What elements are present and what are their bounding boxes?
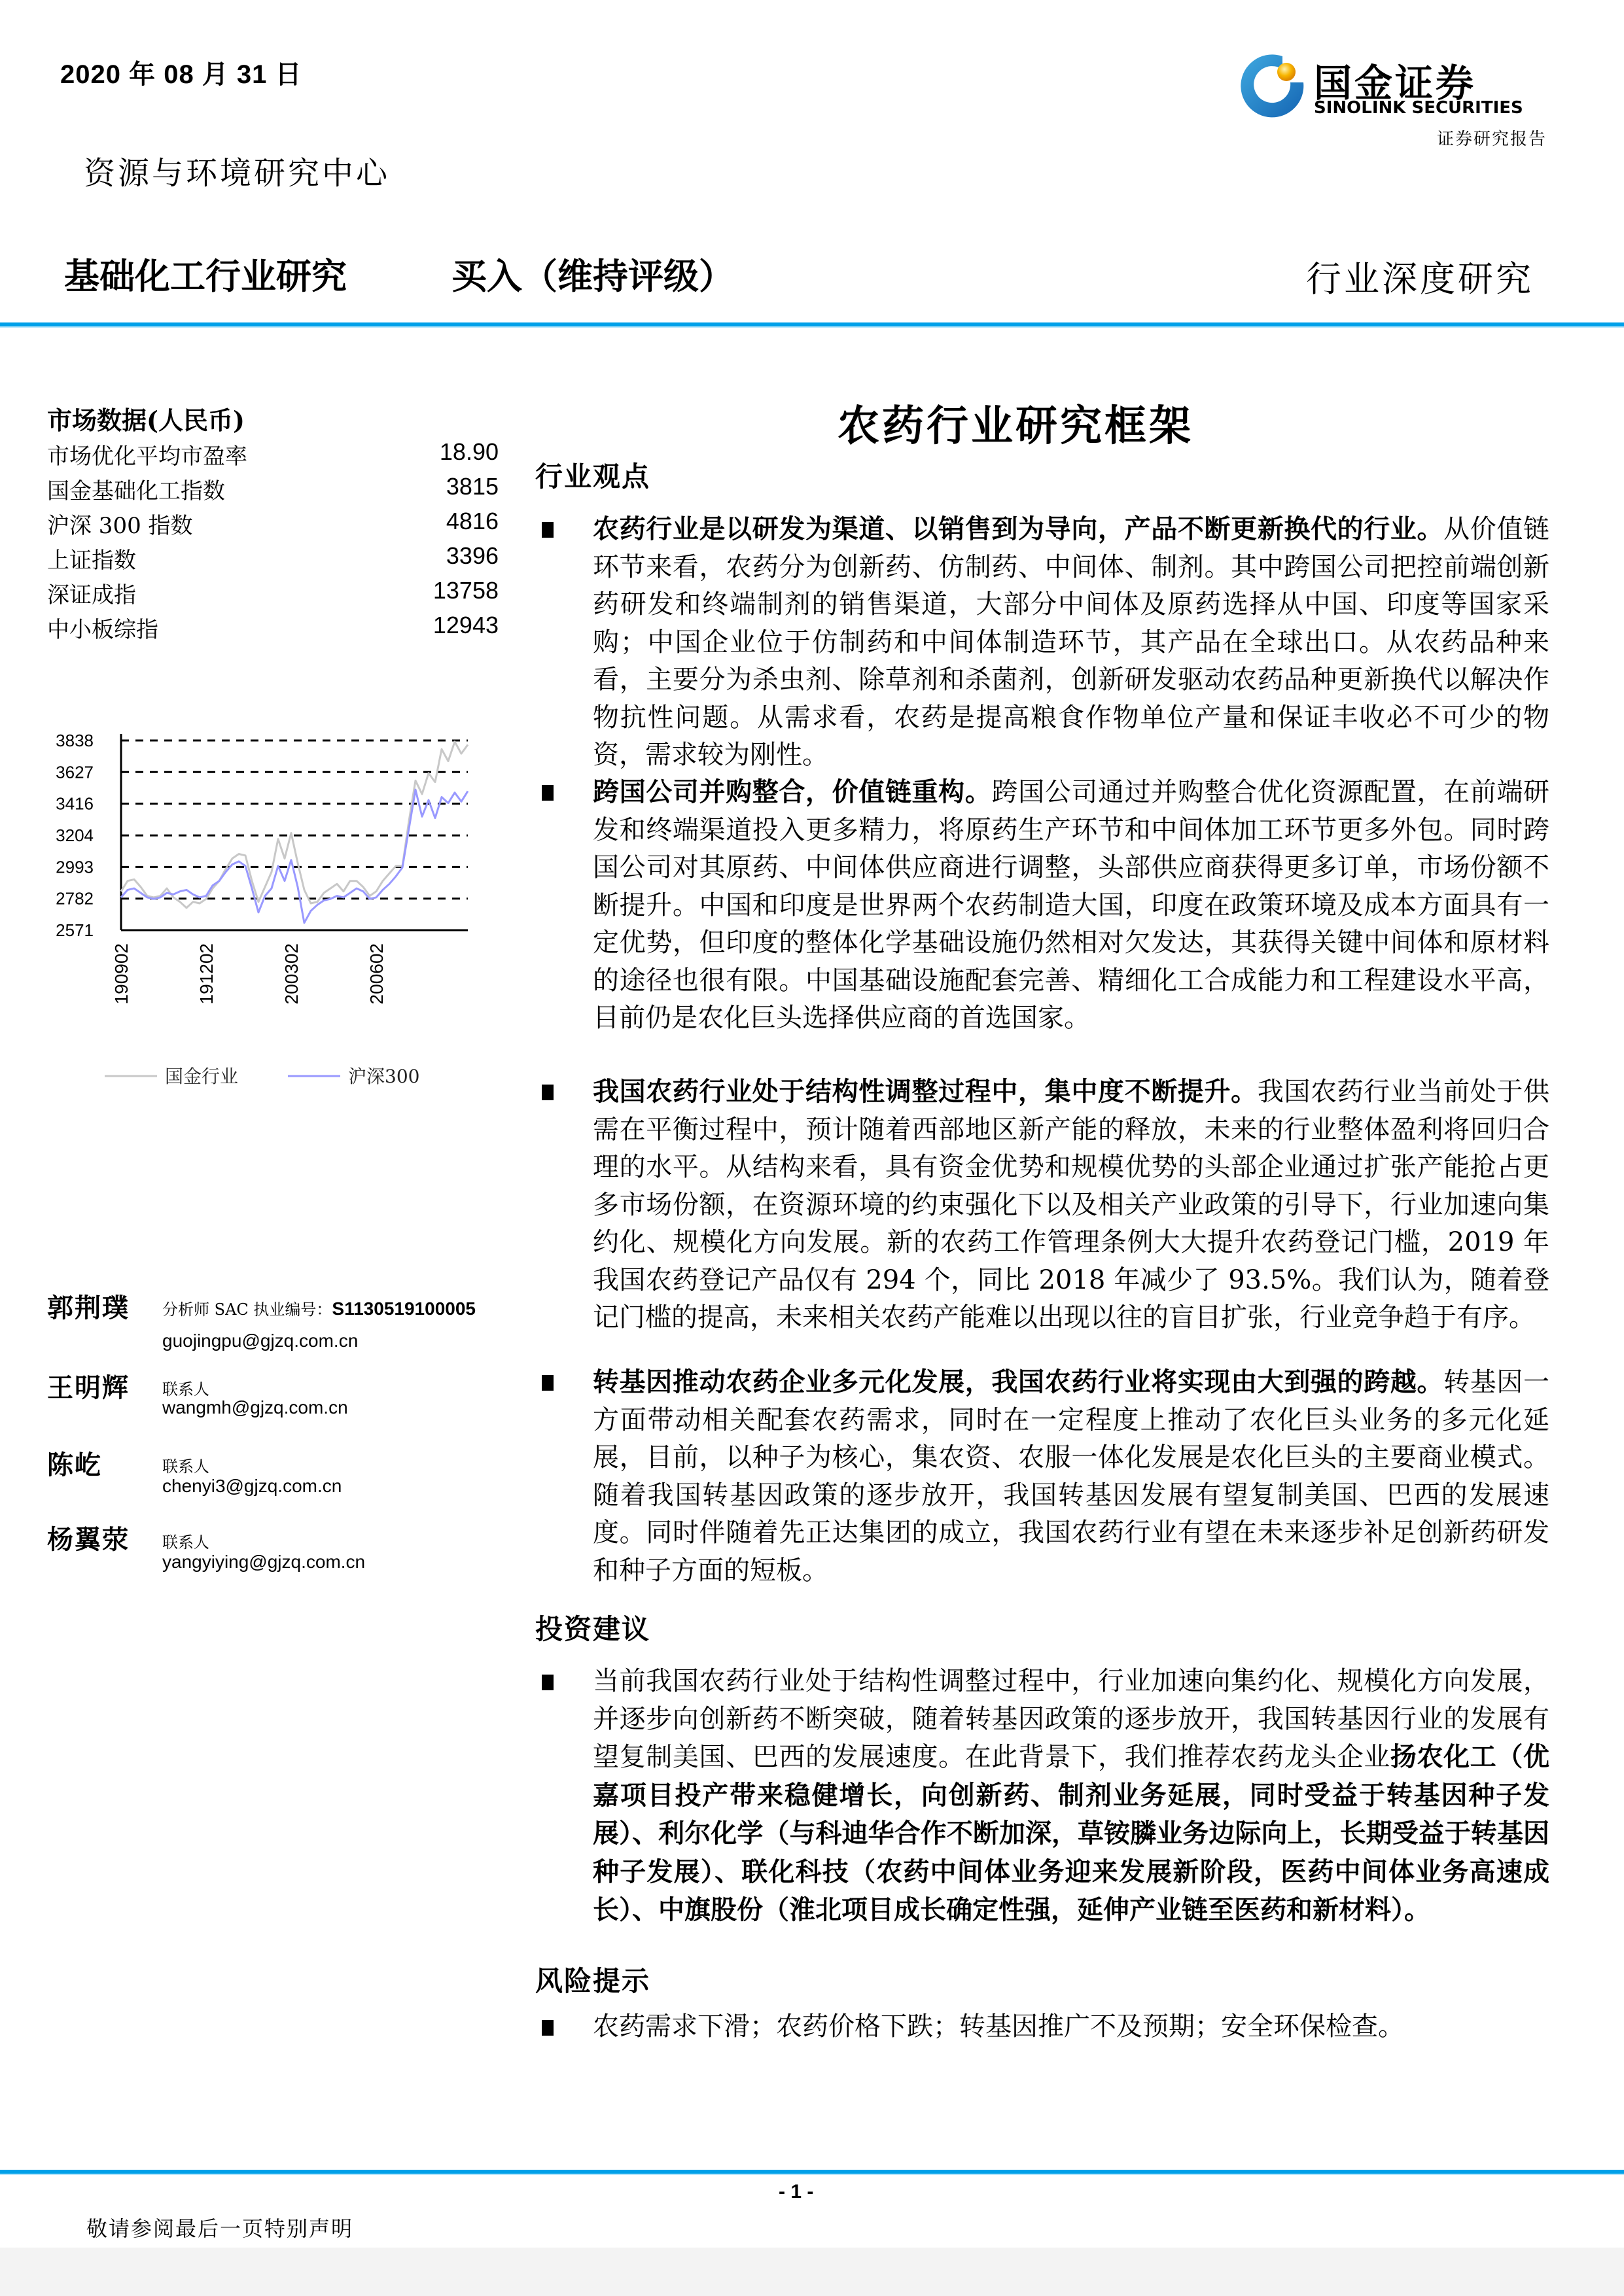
analyst-name: 郭荆璞 [47, 1293, 130, 1323]
view-paragraph [542, 510, 1549, 774]
view-paragraph [542, 1363, 1549, 1590]
footer-divider-light [0, 2174, 1624, 2175]
y-tick-label: 2782 [56, 888, 94, 909]
view-body: 从价值链环节来看，农药分为创新药、仿制药、中间体、制剂。其中跨国公司把控前端创新药研发和终端制剂的销售渠道，大部分中间体及原药选择从中国、印度等国家采购；中国企业位于仿制药和中间体制造环节，其产品在全球出口。从农药品种来看，主要分为杀虫剂、除草剂和杀菌剂，创新研发驱动农药品种更新换代以解决作物抗性问题。从需求看，农药是提高粮食作物单位产量和保证丰收必不可少的物资，需求较为刚性。 [593, 514, 1550, 770]
logo-english-name: SINOLINK SECURITIES [1314, 98, 1523, 118]
analyst-role-label: 分析师 SAC 执业编号： [162, 1300, 332, 1319]
footer-band [0, 2248, 1624, 2296]
market-data-row [47, 542, 499, 576]
section-heading-views: 行业观点 [535, 461, 651, 493]
market-data-label: 市场优化平均市盈率 [47, 444, 247, 470]
market-data-value: 4816 [446, 508, 499, 534]
market-data-value: 3815 [446, 473, 499, 500]
invest-paragraph [542, 1663, 1549, 1930]
section-heading-invest: 投资建议 [535, 1613, 651, 1645]
analyst-name: 陈屹 [47, 1450, 102, 1480]
research-center: 资源与环境研究中心 [84, 155, 391, 192]
analyst-role: 联系人 [162, 1533, 209, 1552]
analyst-name: 王明辉 [47, 1372, 130, 1403]
analyst-email[interactable]: yangyiying@gjzq.com.cn [162, 1552, 366, 1572]
logo-mark-icon [1237, 51, 1309, 123]
series-line-hs300 [121, 790, 468, 923]
report-date: 2020 年 08 月 31 日 [60, 60, 302, 89]
analyst-email[interactable]: chenyi3@gjzq.com.cn [162, 1476, 342, 1496]
legend-label: 国金行业 [165, 1066, 239, 1087]
sector-title: 基础化工行业研究 [64, 256, 347, 297]
market-data-row [47, 438, 499, 472]
risk-paragraph [542, 2008, 1549, 2046]
analyst-role [162, 1296, 476, 1319]
market-data-row [47, 577, 499, 611]
view-lead: 转基因推动农药企业多元化发展，我国农药行业将实现由大到强的跨越。 [593, 1366, 1444, 1397]
index-comparison-chart [39, 713, 497, 1105]
view-body: 我国农药行业当前处于供需在平衡过程中，预计随着西部地区新产能的释放，未来的行业整体盈利将回归合理的水平。从结构来看，具有资金优势和规模优势的头部企业通过扩张产能抢占更多市场份额，在资源环境的约束强化下以及相关产业政策的引导下，行业加速向集约化、规模化方向发展。新的农药工作管理条例大大提升农药登记门槛，2019 年我国农药登记产品仅有 294 个，同比 2018 年减少了 93.5%。我们认为，随着登记门槛的提高，未来相关农药产能难以出现以往的盲目扩张，行业竞争趋于有序。 [593, 1077, 1550, 1332]
view-paragraph [542, 773, 1549, 1037]
report-type: 行业深度研究 [1306, 258, 1534, 300]
bullet-square-icon [542, 1085, 554, 1100]
view-paragraph [542, 1073, 1549, 1337]
analyst-email[interactable]: guojingpu@gjzq.com.cn [162, 1331, 359, 1351]
view-lead: 我国农药行业处于结构性调整过程中，集中度不断提升。 [593, 1076, 1258, 1107]
market-data-value: 13758 [432, 577, 499, 604]
market-data-row [47, 473, 499, 507]
bullet-square-icon [542, 522, 554, 538]
bullet-square-icon [542, 1375, 554, 1391]
disclaimer: 敬请参阅最后一页特别声明 [86, 2216, 354, 2241]
market-data-value: 12943 [432, 612, 499, 638]
bullet-square-icon [542, 2020, 554, 2036]
market-data-title: 市场数据(人民币) [47, 406, 245, 435]
rating: 买入（维持评级） [451, 256, 734, 297]
invest-recommendations: 扬农化工（优嘉项目投产带来稳健增长，向创新药、制剂业务延展，同时受益于转基因种子发展）、利尔化学（与科迪华合作不断加深，草铵膦业务边际向上，长期受益于转基因种子发展）、联化科技（农药中间体业务迎来发展新阶段，医药中间体业务高速成长）、中旗股份（淮北项目成长确定性强，延伸产业链至医药和新材料）。 [593, 1741, 1550, 1925]
y-tick-label: 3838 [56, 731, 94, 750]
logo-chinese-name: 国金证券 [1314, 61, 1477, 105]
page-number: - 1 - [779, 2181, 814, 2202]
x-tick-label: 191202 [196, 943, 217, 1005]
market-data-label: 上证指数 [47, 548, 136, 574]
analyst-role: 联系人 [162, 1457, 209, 1476]
bullet-square-icon [542, 1675, 554, 1690]
y-tick-label: 2571 [56, 920, 94, 940]
invest-body: 当前我国农药行业处于结构性调整过程中，行业加速向集约化、规模化方向发展，并逐步向创新药不断突破，随着转基因政策的逐步放开，我国转基因行业的发展有望复制美国、巴西的发展速度。在此背景下，我们推荐农药龙头企业 [593, 1666, 1549, 1772]
y-tick-label: 3416 [56, 793, 94, 814]
market-data-label: 中小板综指 [47, 617, 158, 643]
y-tick-label: 2993 [56, 857, 94, 877]
legend-label: 沪深300 [348, 1066, 420, 1087]
view-lead: 农药行业是以研发为渠道、以销售到为导向，产品不断更新换代的行业。 [593, 513, 1444, 544]
analyst-name: 杨翼荥 [47, 1524, 130, 1555]
market-data-label: 深证成指 [47, 582, 136, 608]
market-data-row [47, 508, 499, 542]
analyst-cert: S1130519100005 [332, 1298, 476, 1319]
view-body: 转基因一方面带动相关配套农药需求，同时在一定程度上推动了农化巨头业务的多元化延展，目前，以种子为核心，集农资、农服一体化发展是农化巨头的主要商业模式。随着我国转基因政策的逐步放开，我国转基因发展有望复制美国、巴西的发展速度。同时伴随着先正达集团的成立，我国农药行业有望在未来逐步补足创新药研发和种子方面的短板。 [593, 1367, 1550, 1586]
analyst-email[interactable]: wangmh@gjzq.com.cn [162, 1397, 348, 1418]
y-tick-label: 3204 [56, 826, 94, 846]
company-logo [1237, 51, 1544, 123]
view-lead: 跨国公司并购整合，价值链重构。 [593, 776, 992, 807]
bullet-square-icon [542, 785, 554, 801]
x-tick-label: 190902 [111, 943, 132, 1005]
risk-body: 农药需求下滑；农药价格下跌；转基因推广不及预期；安全环保检查。 [593, 2011, 1404, 2042]
logo-subtitle: 证券研究报告 [1436, 130, 1547, 149]
market-data-label: 国金基础化工指数 [47, 478, 225, 504]
series-line-industry [121, 742, 468, 908]
view-body: 跨国公司通过并购整合优化资源配置，在前端研发和终端渠道投入更多精力，将原药生产环节和中间体加工环节更多外包。同时跨国公司对其原药、中间体供应商进行调整，头部供应商获得更多订单，市场份额不断提升。中国和印度是世界两个农药制造大国，印度在政策环境及成本方面具有一定优势，但印度的整体化学基础设施仍然相对欠发达，其获得关键中间体和原材料的途径也很有限。中国基础设施配套完善、精细化工合成能力和工程建设水平高，目前仍是农化巨头选择供应商的首选国家。 [593, 777, 1550, 1033]
x-tick-label: 200302 [281, 943, 302, 1005]
market-data-value: 3396 [446, 542, 499, 569]
analyst-role: 联系人 [162, 1380, 209, 1399]
report-title: 农药行业研究框架 [838, 402, 1193, 451]
header-divider-light [0, 326, 1624, 328]
x-tick-label: 200602 [366, 943, 387, 1005]
market-data-row [47, 612, 499, 646]
market-data-value: 18.90 [439, 438, 499, 465]
y-tick-label: 3627 [56, 762, 94, 782]
section-heading-risk: 风险提示 [535, 1965, 651, 1997]
market-data-label: 沪深 300 指数 [47, 513, 193, 539]
